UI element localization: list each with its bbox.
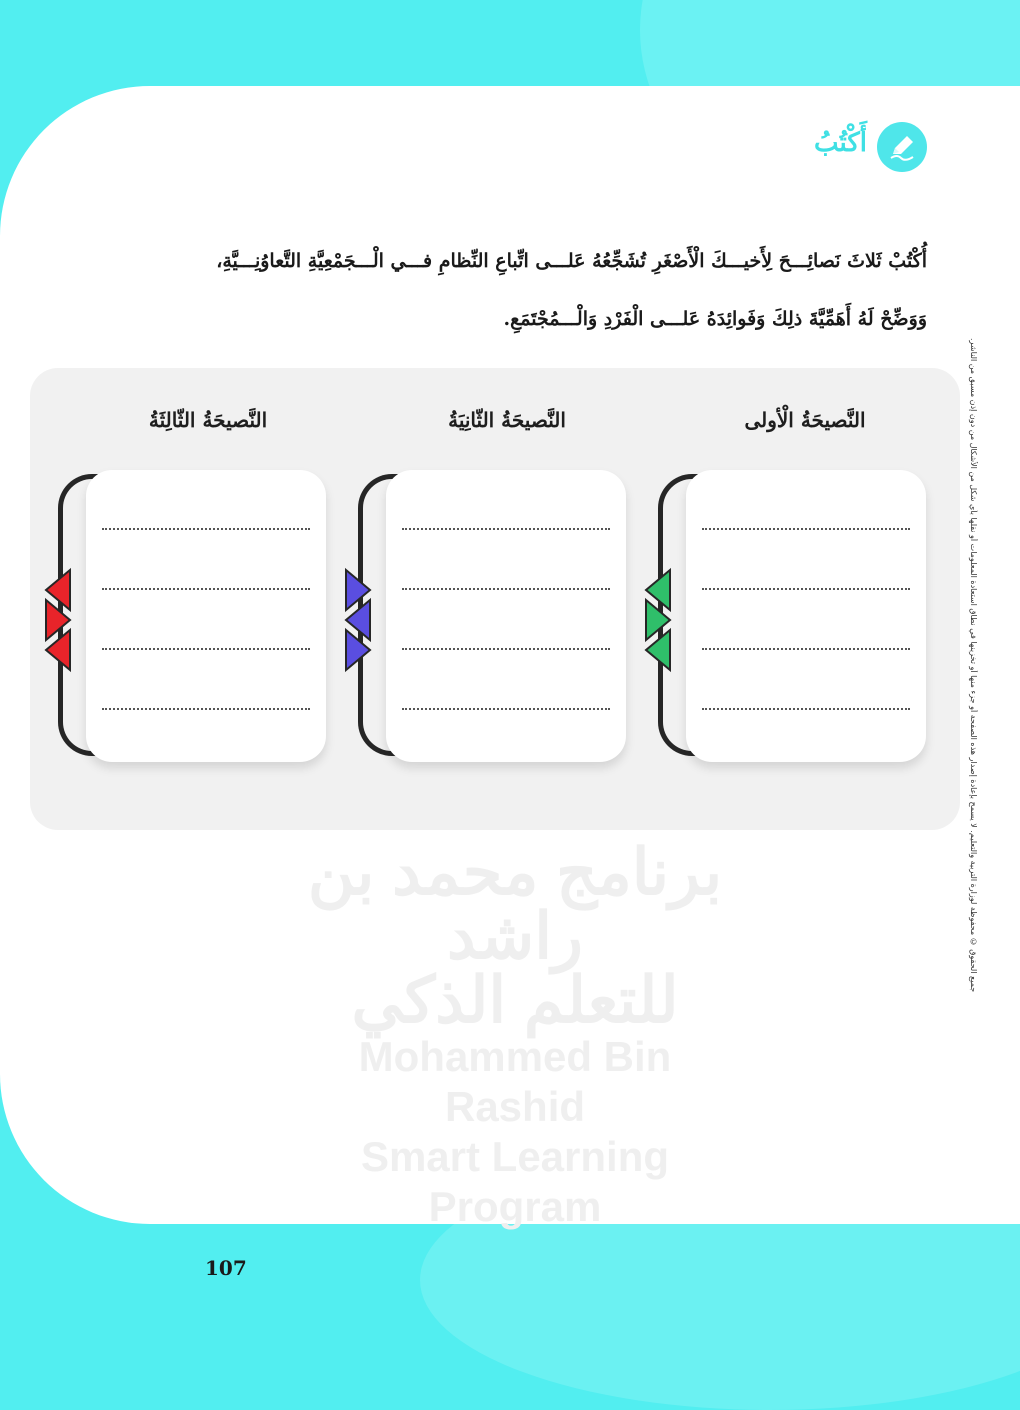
advice-card-third [86,470,326,762]
watermark-english: Smart Learning Program [360,1133,670,1230]
advice-title-third: النَّصيحَةُ الثّالِثَةُ [148,408,268,432]
writing-line[interactable] [702,648,910,650]
watermark-arabic: للتعلم الذكي [351,964,679,1036]
instructions-line: وَوَضِّحْ لَهُ أَهَمِّيَّةَ ذلِكَ وَفَوائِدَهُ عَلـــى الْفَرْدِ وَالْـــمُجْتَمَعِ. [503,308,927,330]
arrow-decoration-blue [340,566,376,676]
watermark-english: Mohammed Bin Rashid [358,1033,672,1130]
writing-line[interactable] [102,648,310,650]
writing-line[interactable] [402,528,610,530]
writing-line[interactable] [702,708,910,710]
writing-line[interactable] [102,528,310,530]
writing-line[interactable] [402,708,610,710]
writing-line[interactable] [702,588,910,590]
advice-title-first: النَّصيحَةُ الْأولى [744,408,866,432]
section-label: أَكْتُبُ [814,128,867,158]
page-number: 107 [205,1256,247,1280]
watermark-arabic: برنامج محمد بن راشد [307,836,723,972]
pencil-icon [877,122,927,172]
writing-line[interactable] [402,588,610,590]
instructions-line: أُكْتُبْ ثَلاثَ نَصائِـــحَ لِأَخيـــكَ الْأَصْغَرِ تُشَجِّعُهُ عَلـــى اتِّباعِ النِّظامِ فـــي الْـــجَمْعِيَّةِ التَّعاوُنِـــيَّةِ، [216,250,927,272]
arrow-decoration-green [640,566,676,676]
instructions-text [127,232,927,348]
advice-card-first [686,470,926,762]
writing-line[interactable] [402,648,610,650]
arrow-decoration-red [40,566,76,676]
writing-line[interactable] [102,588,310,590]
advice-title-second: النَّصيحَةُ الثّانِيَةُ [448,408,566,432]
watermark-logo [285,836,745,1232]
writing-line[interactable] [102,708,310,710]
copyright-note: جميع الحقوق © محفوظة لوزارة التربية والتعليم. لا يسمح بإعادة إصدار هذه الصفحة أو جزء منها أو تخزينها في نطاق استعادة المعلومات أو نقلها بأي شكل من الأشكال من دون إذن مسبق من الناشر. [969,337,978,993]
writing-line[interactable] [702,528,910,530]
advice-card-second [386,470,626,762]
